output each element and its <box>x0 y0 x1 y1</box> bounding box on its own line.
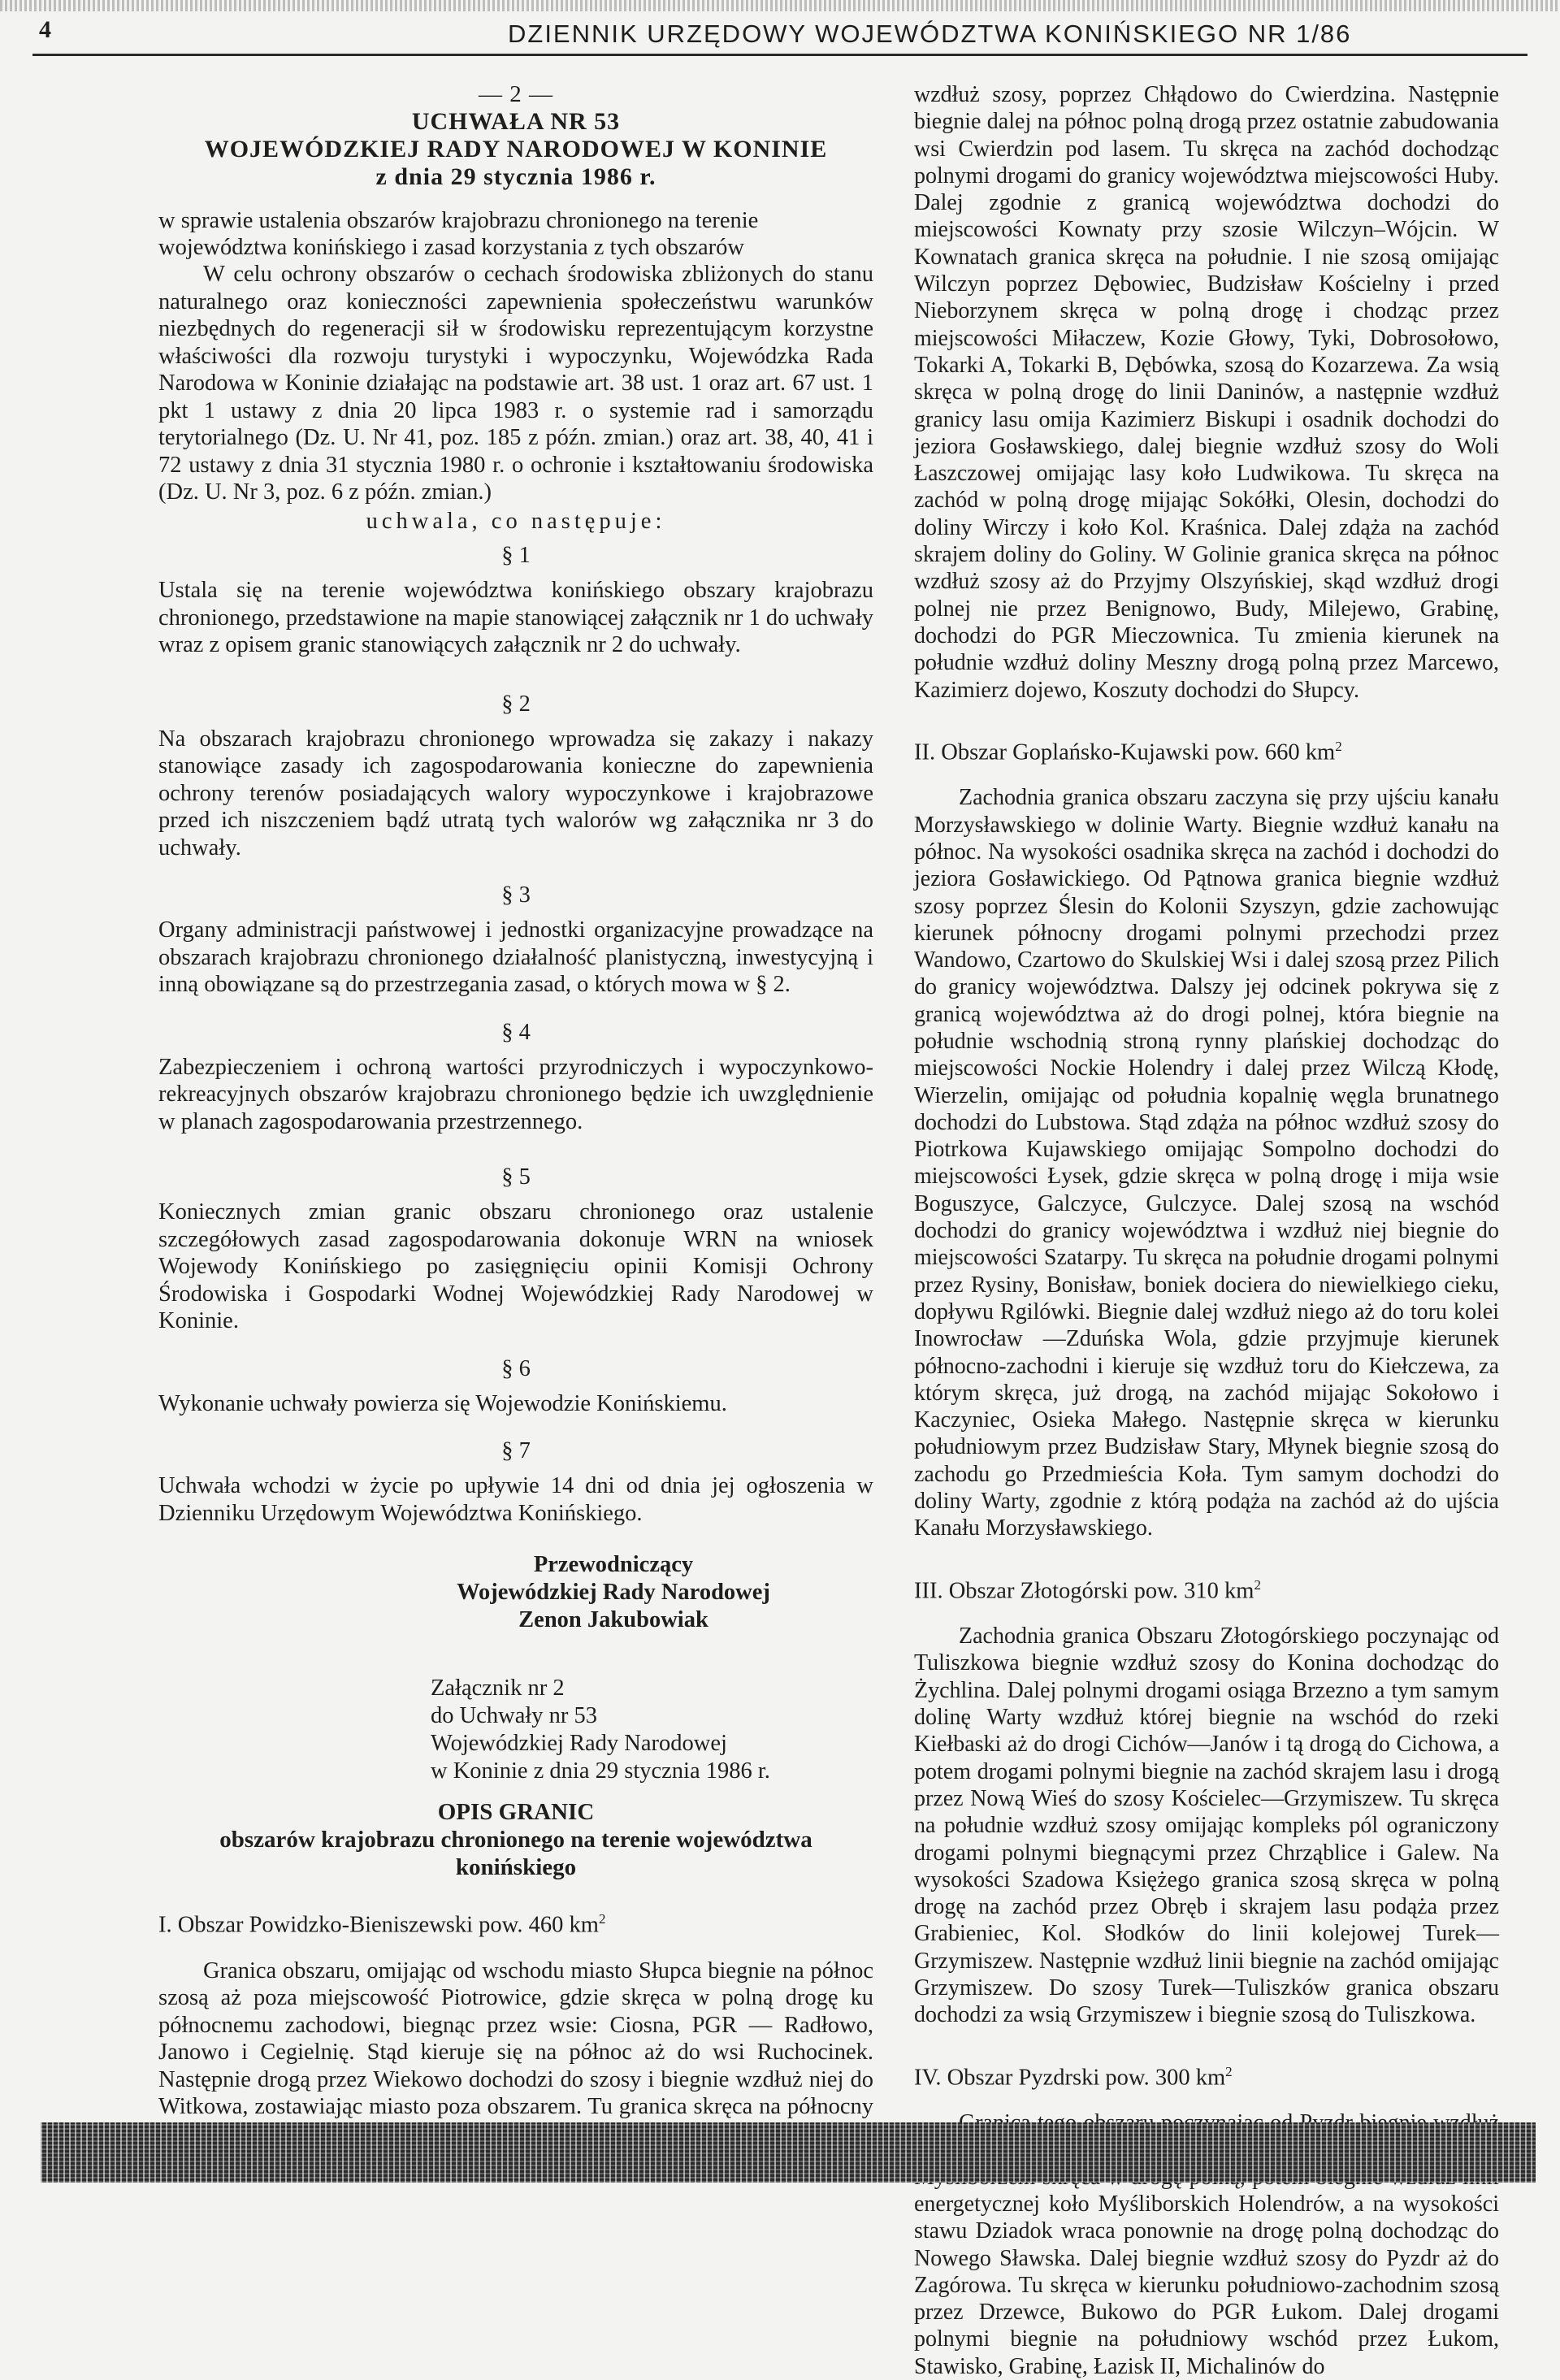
paragraph-text: Organy administracji państwowej i jednostki organizacyjne prowadzące na obszarach krajobrazu chronionego działalność planistyczną, inwestycyjną i inną obowiązane są do przestrzegania zasad, o których mowa w § 2. <box>158 917 873 997</box>
signature-line: Wojewódzkiej Rady Narodowej <box>457 1580 770 1605</box>
area-title <box>914 1571 1499 1606</box>
area-unit-superscript: 2 <box>1254 1576 1261 1593</box>
paragraph-mark: § 4 <box>501 1019 531 1045</box>
paragraph-text: Ustala się na terenie województwa konińskiego obszary krajobrazu chronionego, przedstawione na mapie stanowiącej załącznik nr 1 do uchwały wraz z opisem granic stanowiących załącznik nr 2 do uchwały. <box>158 578 873 657</box>
scan-top-edge <box>0 0 1560 11</box>
right-column <box>914 81 1499 2380</box>
area-title <box>914 733 1499 767</box>
paragraph-text: Zabezpieczeniem i ochroną wartości przyrodniczych i wypoczynkowo-rekreacyjnych obszarów krajobrazu chronionego będzie ich uwzględnienie w planach zagospodarowania przestrzennego. <box>158 1054 873 1134</box>
page-header <box>32 11 1528 56</box>
paragraph-text: Wykonanie uchwały powierza się Wojewodzie Konińskiemu. <box>158 1390 727 1416</box>
paragraph-text: Uchwała wchodzi w życie po upływie 14 dni od dnia jej ogłoszenia w Dzienniku Urzędowym Województwa Konińskiego. <box>158 1473 873 1526</box>
area-title-text: II. Obszar Goplańsko-Kujawski pow. 660 km <box>914 739 1336 765</box>
resolution-preamble: W celu ochrony obszarów o cechach środowiska zbliżonych do stanu naturalnego oraz konieczności zapewnienia społeczeństwu warunków niezbędnych do regeneracji sił w środowisku reprezentującym korzystne właściwości dla rozwoju turystyki i wypoczynku, Wojewódzka Rada Narodowa w Koninie działając na podstawie art. 38 ust. 1 oraz art. 67 ust. 1 pkt 1 ustawy z dnia 20 lipca 1983 r. o systemie rad i samorządu terytorialnego (Dz. U. Nr 41, poz. 185 z późn. zmian.) oraz art. 38, 40, 41 i 72 ustawy z dnia 31 stycznia 1980 r. o ochronie i kształtowaniu środowiska (Dz. U. Nr 3, poz. 6 z późn. zmian.) <box>158 262 873 505</box>
resolution-decrees: uchwala, co następuje: <box>366 508 666 534</box>
area-title-text: IV. Obszar Pyzdrski pow. 300 km <box>914 2065 1226 2091</box>
resolution-number-marker: — 2 — <box>479 81 553 107</box>
area-description-continuation: wzdłuż szosy, poprzez Chłądowo do Cwierdzina. Następnie biegnie dalej na północ polną drogą przez ostatnie zabudowania wsi Cwierdzin pod lasem. Tu skręca na zachód dochodząc polnymi drogami do granicy województwa miejscowości Huby. Dalej zgodnie z granicą województwa dochodzi do miejscowości Kownaty przy szosie Wilczyn–Wójcin. W Kownatach granica skręca na południe. I nie szosą omijając Wilczyn poprzez Dębowiec, Budzisław Kościelny i przed Nieborzynem skręca w polną drogę i chodząc przez miejscowości Miłaczew, Kozie Głowy, Tyki, Dobrosołowo, Tokarki A, Tokarki B, Dębówka, szosą do Kozarzewa. Za wsią skręca w polną drogę do linii Daninów, a następnie wzdłuż granicy lasu omija Kazimierz Biskupi i osadnik dochodzi do jeziora Gosławskiego, dalej biegnie wzdłuż szosy do Woli Łaszczowej omijając lasy koło Ludwikowa. Tu skręca na zachód w polną drogę mijając Sokółki, Olesin, dochodzi do doliny Wirczy i koło Kol. Kraśnica. Dalej zdąża na zachód skrajem doliny do Goliny. W Golinie granica skręca na północ wzdłuż szosy aż do Przyjmy Olszyńskiej, skąd wzdłuż drogi polnej nie przez Benignowo, Budy, Milejewo, Grabinę, dochodzi do PGR Mieczownica. Tu zmienia kierunek na południe wzdłuż doliny Meszny drogą polną przez Marcewo, Kazimierz dojewo, Koszuty dochodzi do Słupcy. <box>914 82 1499 703</box>
signature-line: Przewodniczący <box>533 1552 694 1577</box>
paragraph-mark: § 5 <box>501 1164 531 1190</box>
running-title: DZIENNIK URZĘDOWY WOJEWÓDZTWA KONIŃSKIEGO NR 1/86 <box>508 20 1352 48</box>
resolution-title-line: WOJEWÓDZKIEJ RADY NARODOWEJ W KONINIE <box>204 136 828 163</box>
annex-title-line: obszarów krajobrazu chronionego na terenie województwa konińskiego <box>219 1827 812 1880</box>
paragraph-mark: § 3 <box>501 882 531 908</box>
area-description: Zachodnia granica Obszaru Złotogórskiego poczynając od Tuliszkowa biegnie wzdłuż szosy do Konina dochodząc do Żychlina. Dalej polnymi drogami osiąga Brzezno a tym samym dolinę Warty wzdłuż której biegnie na wschód do rzeki Kiełbaski aż do drogi Cichów—Janów i tą drogą do Cichowa, a potem drogami polnymi biegnie na zachód skrajem lasu i drogą przez Nową Wieś do szosy Kościelec—Grzymiszew. Tu skręca na południe wzdłuż szosy omijając kompleks pól ograniczony drogami polnymi biegnącymi przez Chrząblice i Galew. Na wysokości Szadowa Księżego granica szosą skręca w polną drogę na zachód przez Obręb i skrajem lasu podąża przez Grabieniec, Kol. Słodków do linii kolejowej Turek—Grzymiszew. Następnie wzdłuż linii biegnie na zachód omijając Grzymiszew. Do szosy Turek—Tuliszków granica obszaru dochodzi za wsią Grzymiszew i biegnie szosą do Tuliszkowa. <box>914 1624 1499 2028</box>
annex-line: Wojewódzkiej Rady Narodowej <box>431 1731 727 1756</box>
annex-title-line: OPIS GRANIC <box>437 1799 595 1825</box>
area-unit-superscript: 2 <box>598 1911 606 1927</box>
annex-line: Załącznik nr 2 <box>431 1676 565 1701</box>
resolution-title <box>158 108 873 191</box>
left-column <box>158 81 873 2148</box>
paragraph-mark: § 6 <box>501 1355 531 1381</box>
annex-line: do Uchwały nr 53 <box>431 1703 597 1728</box>
resolution-title-line: z dnia 29 stycznia 1986 r. <box>375 163 656 190</box>
area-description: Granica obszaru, omijając od wschodu miasto Słupca biegnie na północ szosą aż poza miejscowość Piotrowice, gdzie skręca w polną drogę ku północnemu zachodowi, biegnąc przez wsie: Ciosna, PGR — Radłowo, Janowo i Cegielnię. Stąd kieruje się na północ aż do wsi Ruchocinek. Następnie drogą przez Wiekowo dochodzi do szosy i biegnie wzdłuż niej do Witkowa, zostawiając miasto poza obszarem. Tu granica skręca na północny <box>158 1957 873 2119</box>
annex-reference <box>431 1675 873 1785</box>
paragraph-mark: § 1 <box>501 543 531 568</box>
page-number: 4 <box>39 16 51 43</box>
area-description: Zachodnia granica obszaru zaczyna się przy ujściu kanału Morzysławskiego w dolinie Warty. Biegnie wzdłuż kanału na północ. Na wysokości osadnika skręca na zachód i dochodzi do jeziora Gosławickiego. Od Pątnowa granica biegnie wzdłuż szosy poprzez Ślesin do Kolonii Szyszyn, gdzie zachowując kierunek północny drogami polnymi przechodzi przez Wandowo, Czartowo do Skulskiej Wsi i dalej szosą przez Pilich do granicy województwa. Dalszy jej odcinek pokrywa się z granicą województwa aż do drogi polnej, która biegnie na południe wschodnią stroną rynny plańskiej dochodząc do miejscowości Nockie Holendry i dalej przez Wilczą Kłodę, Wierzelin, omijając od południa kopalnię węgla brunatnego dochodzi do Lubstowa. Stąd zdąża na północ wzdłuż szosy do Piotrkowa Kujawskiego omijając Sompolno dochodzi do miejscowości Łysek, gdzie skręca w polną drogę i mija wsie Boguszyce, Galczyce, Gulczyce. Dalej szosą na wschód dochodzi do granicy województwa i wzdłuż niej biegnie do miejscowości Szatarpy. Tu skręca na południe drogami polnymi przez Rysiny, Bonisław, boniek dociera do niewielkiego cieku, dopływu Rgilówki. Biegnie dalej wzdłuż niego aż do toru kolei Inowrocław —Zduńska Wola, gdzie przyjmuje kierunek północno-zachodni i kieruje się wzdłuż toru do Kiełczewa, za którym skręca, już drogą, na zachód mijając Sokołowo i Kaczyniec, Osieka Małego. Następnie skręca w kierunku południowym przez Budzisław Stary, Młynek biegnie szosą do zachodu go Przedmieścia Koła. Tym samym dochodzi do doliny Warty, zgodnie z którą podąża na zachód aż do ujścia Kanału Morzysławskiego. <box>914 785 1499 1541</box>
resolution-subject: w sprawie ustalenia obszarów krajobrazu chronionego na terenie województwa konińskiego i zasad korzystania z tych obszarów <box>158 208 759 260</box>
area-title-text: I. Obszar Powidzko-Bieniszewski pow. 460 km <box>158 1912 599 1938</box>
annex-title <box>158 1798 873 1881</box>
area-title <box>158 1905 873 1940</box>
paragraph-text: Koniecznych zmian granic obszaru chronionego oraz ustalenie szczegółowych zasad zagospodarowania dokonuje WRN na wniosek Wojewody Konińskiego po zasięgnięciu opinii Komisji Ochrony Środowiska i Gospodarki Wodnej Wojewódzkiej Rady Narodowej w Koninie. <box>158 1199 873 1333</box>
paragraph-mark: § 2 <box>501 691 531 717</box>
area-unit-superscript: 2 <box>1335 738 1342 754</box>
paragraph-text: Na obszarach krajobrazu chronionego wprowadza się zakazy i nakazy stanowiące zasady ich zagospodarowania konieczne do zapewnienia ochrony terenów posiadających walory wypoczynkowe i krajobrazowe przed ich niszczeniem bądź utratą tych walorów wg załącznika nr 3 do uchwały. <box>158 726 873 861</box>
area-title-text: III. Obszar Złotogórski pow. 310 km <box>914 1578 1254 1604</box>
area-description: energetycznej koło Myśliborskich Holendrów, a na wysokości stawu Dziadok wraca ponownie na drogę polną dochodząc do Nowego Sławska. Dalej biegnie wzdłuż szosy do Pyzdr aż do Zagórowa. Tu skręca w kierunku południowo-zachodnim szosą przez Drzewce, Bukowo do PGR Łukom. Dalej drogami polnymi biegnie na południowy wschód przez Łukom, Stawisko, Grabinę, Łazisk II, Michalinów do <box>914 2191 1499 2379</box>
scan-noise-band <box>41 2122 1536 2183</box>
annex-line: w Koninie z dnia 29 stycznia 1986 r. <box>431 1758 770 1784</box>
resolution-title-line: UCHWAŁA NR 53 <box>411 108 621 135</box>
area-title <box>914 2058 1499 2092</box>
area-unit-superscript: 2 <box>1225 2063 1233 2079</box>
paragraph-mark: § 7 <box>501 1438 531 1463</box>
signature-block <box>353 1551 873 1634</box>
signature-line: Zenon Jakubowiak <box>518 1607 708 1632</box>
